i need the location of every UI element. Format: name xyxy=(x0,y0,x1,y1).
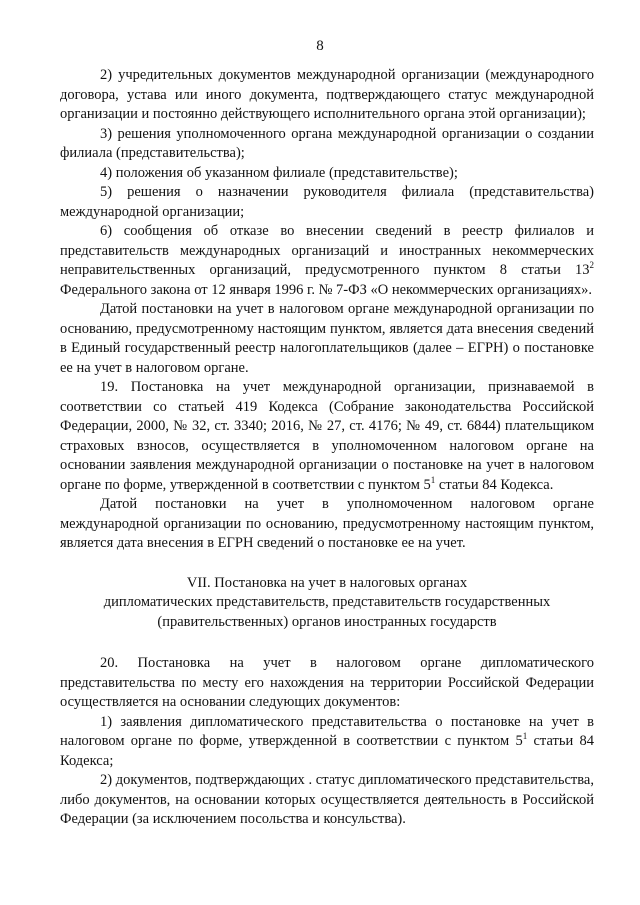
text-run: 6) сообщения об отказе во внесении сведений в реестр филиалов и представительств международных организаций и иностранных некоммерческих неправительственных организаций, предусмотренного пунктом 8 статьи 13 xyxy=(60,223,594,278)
text-run: 1) заявления дипломатического представительства о постановке на учет в налоговом органе по форме, утвержденной в соответствии с пунктом 5 xyxy=(60,713,594,749)
paragraph-20: 20. Постановка на учет в налоговом органе дипломатического представительства по месту его нахождения на территории Российской Федерации осуществляется на основании следующих документов: xyxy=(60,655,594,710)
superscript: 1 xyxy=(522,731,528,742)
paragraph-item-5: 5) решения о назначении руководителя филиала (представительства) международной организации; xyxy=(60,184,594,220)
superscript: 1 xyxy=(430,474,436,485)
paragraph-item-3: 3) решения уполномоченного органа международной организации о создании филиала (представительства); xyxy=(60,125,594,161)
paragraph-item-4: 4) положения об указанном филиале (представительстве); xyxy=(100,164,458,181)
paragraph-registration-date-intl: Датой постановки на учет в налоговом органе международной организации по основанию, предусмотренному настоящим пунктом, является дата внесения сведений в Единый государственный реестр налогоплательщиков (далее – ЕГРН) о постановке ее на учет в налоговом органе. xyxy=(60,301,594,376)
section-heading xyxy=(60,574,594,633)
text-run: Федерального закона от 12 января 1996 г. № 7-ФЗ «О некоммерческих организациях». xyxy=(60,281,593,298)
paragraph-item-6 xyxy=(60,222,594,300)
superscript: 2 xyxy=(589,260,594,271)
paragraph-registration-date-authorized: Датой постановки на учет в уполномоченном налоговом органе международной организации по основанию, предусмотренному настоящим пунктом, является дата внесения в ЕГРН сведений о постановке ее на учет. xyxy=(60,496,594,551)
page-number: 8 xyxy=(316,38,324,54)
text-run: статьи 84 Кодекса. xyxy=(435,476,554,493)
document-body xyxy=(60,66,594,830)
text-run: 19. Постановка на учет международной организации, признаваемой в соответствии со статьей 419 Кодекса (Собрание законодательства Российской Федерации, 2000, № 32, ст. 3340; 2016, № 27, ст. 4176; № 49, ст. 6844) плательщиком страховых взносов, осуществляется в уполномоченном налоговом органе на основании заявления международной организации о постановке на учет в налоговом органе по форме, утвержденной в соответствии с пунктом 5 xyxy=(60,379,594,493)
paragraph-20-item-2: 2) документов, подтверждающих . статус дипломатического представительства, либо документов, на основании которых осуществляется деятельность в Российской Федерации (за исключением посольства и консульства). xyxy=(60,772,594,827)
paragraph-19 xyxy=(60,378,594,495)
paragraph-20-item-1 xyxy=(60,713,594,772)
paragraph-item-2: 2) учредительных документов международной организации (международного договора, устава или иного документа, подтверждающего статус международной организации и постоянно действующего исполнительного органа этой организации); xyxy=(60,67,594,122)
section-heading-line: VII. Постановка на учет в налоговых органах xyxy=(186,574,468,591)
text-run: статьи 84 Кодекса; xyxy=(60,733,594,769)
section-heading-line: дипломатических представительств, представительств государственных xyxy=(103,594,551,610)
section-heading-line: (правительственных) органов иностранных государств xyxy=(157,613,497,630)
